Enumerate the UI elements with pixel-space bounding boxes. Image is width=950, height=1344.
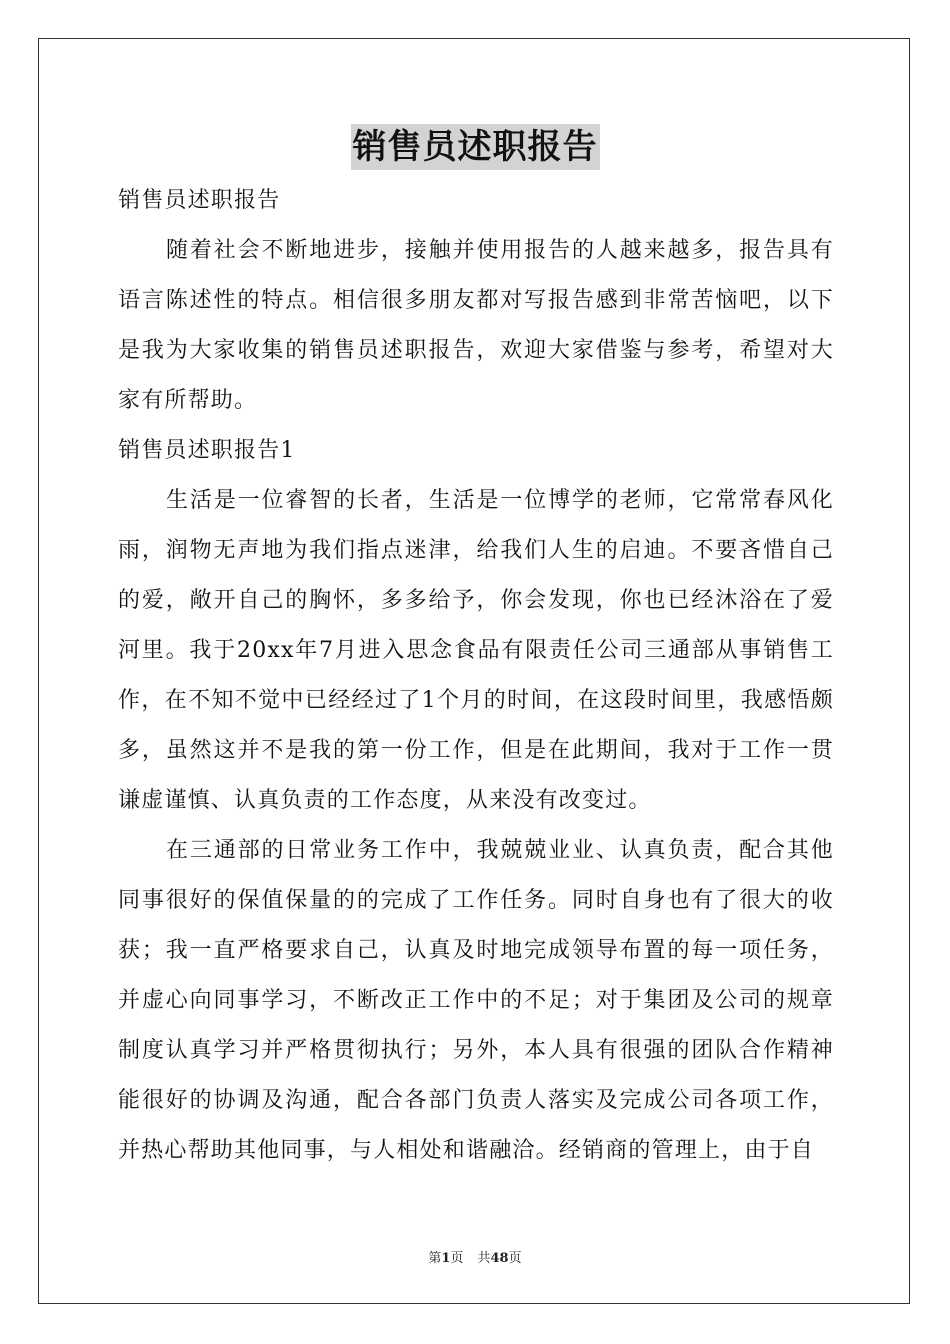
intro-paragraph: 随着社会不断地进步，接触并使用报告的人越来越多，报告具有语言陈述性的特点。相信很多朋友都对写报告感到非常苦恼吧，以下是我为大家收集的销售员述职报告，欢迎大家借鉴与参考，希望对大家有所帮助。: [118, 238, 834, 413]
document-body: [118, 176, 834, 1176]
page-current: 1: [441, 1251, 451, 1266]
document-subtitle: 销售员述职报告: [118, 188, 281, 213]
page-footer: [0, 1247, 950, 1266]
title-container: [0, 124, 950, 170]
page-suffix: 页: [450, 1251, 464, 1266]
page-total: 48: [490, 1251, 509, 1266]
document-title: 销售员述职报告: [351, 124, 600, 170]
page-prefix: 第: [428, 1251, 442, 1266]
section-heading: 销售员述职报告1: [118, 438, 296, 463]
total-prefix: 共: [477, 1251, 491, 1266]
total-suffix: 页: [508, 1251, 522, 1266]
body-paragraph-2: 在三通部的日常业务工作中，我兢兢业业、认真负责，配合其他同事很好的保值保量的的完成了工作任务。同时自身也有了很大的收获；我一直严格要求自己，认真及时地完成领导布置的每一项任务，并虚心向同事学习，不断改正工作中的不足；对于集团及公司的规章制度认真学习并严格贯彻执行；另外，本人具有很强的团队合作精神能很好的协调及沟通，配合各部门负责人落实及完成公司各项工作，并热心帮助其他同事，与人相处和谐融洽。经销商的管理上，由于自: [118, 838, 834, 1163]
body-paragraph-1: 生活是一位睿智的长者，生活是一位博学的老师，它常常春风化雨，润物无声地为我们指点迷津，给我们人生的启迪。不要吝惜自己的爱，敞开自己的胸怀，多多给予，你会发现，你也已经沐浴在了爱河里。我于20xx年7月进入思念食品有限责任公司三通部从事销售工作，在不知不觉中已经经过了1个月的时间，在这段时间里，我感悟颇多，虽然这并不是我的第一份工作，但是在此期间，我对于工作一贯谦虚谨慎、认真负责的工作态度，从来没有改变过。: [118, 488, 834, 813]
